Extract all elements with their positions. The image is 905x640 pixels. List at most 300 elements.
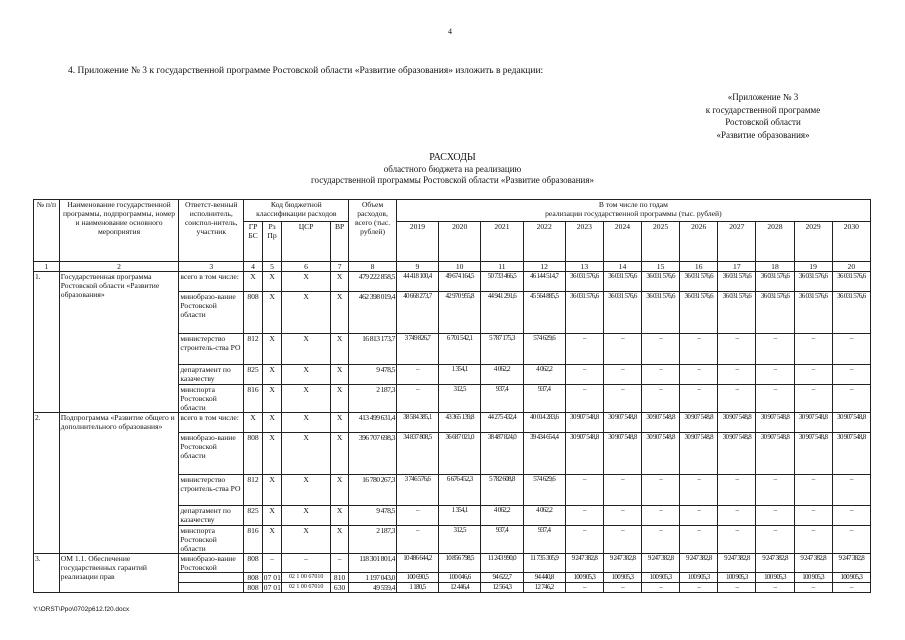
- executor-cell: минобразо-вание Ростовской области: [179, 433, 244, 475]
- rzpr-cell: X: [262, 506, 282, 526]
- executor-cell: минспорта Ростовской области: [179, 526, 244, 554]
- year-value-cell: 40 014 283,6: [523, 413, 565, 433]
- rzpr-cell: –: [262, 554, 282, 573]
- csr-cell: X: [282, 385, 330, 413]
- column-number: 20: [832, 262, 870, 272]
- grbs-cell: 808: [244, 573, 263, 583]
- csr-cell: X: [282, 433, 330, 475]
- year-value-cell: –: [794, 583, 832, 593]
- column-number: 12: [523, 262, 565, 272]
- year-value-cell: 30 907 548,8: [794, 433, 832, 475]
- header-years-line: реализации государственной программы (тыс. рублей): [545, 209, 722, 218]
- header-year: 2021: [481, 222, 523, 262]
- year-value-cell: 574 629,6: [523, 334, 565, 365]
- year-value-cell: –: [794, 526, 832, 554]
- year-value-cell: –: [756, 475, 794, 506]
- year-value-cell: –: [718, 475, 756, 506]
- year-value-cell: –: [680, 385, 718, 413]
- year-value-cell: –: [565, 583, 603, 593]
- year-value-cell: –: [565, 365, 603, 385]
- table-row: [34, 413, 871, 433]
- year-value-cell: –: [642, 506, 680, 526]
- year-value-cell: 9 247 382,8: [718, 554, 756, 573]
- column-number: 8: [349, 262, 396, 272]
- vr-cell: X: [330, 413, 349, 433]
- year-value-cell: 30 907 548,8: [603, 433, 641, 475]
- header-code-group: Код бюджетной классификации расходов: [244, 200, 349, 222]
- year-value-cell: 30 907 548,8: [832, 433, 870, 475]
- volume-cell: 16 813 173,7: [349, 334, 396, 365]
- year-value-cell: 4 062,2: [481, 506, 523, 526]
- rzpr-cell: X: [262, 272, 282, 292]
- rzpr-cell: X: [262, 334, 282, 365]
- appendix-line: к государственной программе: [705, 104, 821, 115]
- year-value-cell: 312,5: [439, 526, 481, 554]
- year-value-cell: –: [756, 506, 794, 526]
- header-year: 2020: [439, 222, 481, 262]
- year-value-cell: 36 031 576,6: [718, 272, 756, 292]
- year-value-cell: –: [642, 526, 680, 554]
- volume-cell: 118 301 801,4: [349, 554, 396, 573]
- year-value-cell: –: [832, 334, 870, 365]
- year-value-cell: –: [642, 334, 680, 365]
- year-value-cell: 38 584 385,1: [396, 413, 438, 433]
- header-rzpr: Рз Пр: [262, 222, 282, 262]
- expenses-table: [33, 199, 871, 593]
- header-year: 2022: [523, 222, 565, 262]
- year-value-cell: 30 907 548,8: [756, 413, 794, 433]
- vr-cell: X: [330, 365, 349, 385]
- year-value-cell: 30 907 548,8: [565, 413, 603, 433]
- year-value-cell: 44 418 100,4: [396, 272, 438, 292]
- year-value-cell: 36 031 576,6: [642, 272, 680, 292]
- column-number: 19: [794, 262, 832, 272]
- column-number: 3: [179, 262, 244, 272]
- volume-cell: 1 197 043,0: [349, 573, 396, 583]
- csr-cell: 02 1 00 67010: [282, 573, 330, 583]
- year-value-cell: 30 907 548,8: [642, 413, 680, 433]
- year-value-cell: –: [718, 385, 756, 413]
- executor-cell: минспорта Ростовской области: [179, 385, 244, 413]
- vr-cell: X: [330, 272, 349, 292]
- grbs-cell: 812: [244, 334, 263, 365]
- year-value-cell: 30 907 548,8: [565, 433, 603, 475]
- year-value-cell: –: [832, 475, 870, 506]
- year-value-cell: 5 787 175,3: [481, 334, 523, 365]
- rzpr-cell: X: [262, 413, 282, 433]
- year-value-cell: –: [565, 334, 603, 365]
- rzpr-cell: X: [262, 433, 282, 475]
- vr-cell: X: [330, 526, 349, 554]
- header-year: 2028: [756, 222, 794, 262]
- year-value-cell: 36 031 576,6: [642, 292, 680, 334]
- year-value-cell: 36 031 576,6: [680, 272, 718, 292]
- year-value-cell: 36 687 021,0: [439, 433, 481, 475]
- column-number: 11: [481, 262, 523, 272]
- column-number: 13: [565, 262, 603, 272]
- year-value-cell: 100 905,3: [603, 573, 641, 583]
- year-value-cell: 10 486 644,2: [396, 554, 438, 573]
- year-value-cell: 12 446,4: [439, 583, 481, 593]
- year-value-cell: 94 622,7: [481, 573, 523, 583]
- year-value-cell: –: [680, 334, 718, 365]
- volume-cell: 479 222 858,5: [349, 272, 396, 292]
- grbs-cell: 808: [244, 433, 263, 475]
- year-value-cell: 574 629,6: [523, 475, 565, 506]
- grbs-cell: 808: [244, 583, 263, 593]
- executor-cell: минобразо-вание Ростовской области: [179, 292, 244, 334]
- csr-cell: X: [282, 475, 330, 506]
- vr-cell: X: [330, 292, 349, 334]
- year-value-cell: –: [794, 365, 832, 385]
- year-value-cell: 100 905,3: [832, 573, 870, 583]
- year-value-cell: 937,4: [481, 385, 523, 413]
- year-value-cell: –: [642, 583, 680, 593]
- vr-cell: 630: [330, 583, 349, 593]
- header-executor: Ответст-венный исполнитель, соиспол-нитель, участник: [179, 200, 244, 262]
- year-value-cell: 100 046,6: [439, 573, 481, 583]
- year-value-cell: 4 062,2: [523, 365, 565, 385]
- column-number: 17: [718, 262, 756, 272]
- title-line: областного бюджета на реализацию: [383, 163, 522, 174]
- header-year: 2030: [832, 222, 870, 262]
- grbs-cell: 812: [244, 475, 263, 506]
- year-value-cell: 34 837 808,5: [396, 433, 438, 475]
- volume-cell: 9 478,5: [349, 506, 396, 526]
- executor-cell: министерство строитель-ства РО: [179, 334, 244, 365]
- year-value-cell: –: [642, 365, 680, 385]
- year-value-cell: 46 144 514,7: [523, 272, 565, 292]
- year-value-cell: 36 031 576,6: [603, 292, 641, 334]
- year-value-cell: 9 247 382,8: [756, 554, 794, 573]
- column-number: 2: [59, 262, 179, 272]
- page-number: 4: [448, 27, 452, 36]
- year-value-cell: 9 247 382,8: [565, 554, 603, 573]
- grbs-cell: 825: [244, 365, 263, 385]
- year-value-cell: 36 031 576,6: [756, 272, 794, 292]
- year-value-cell: –: [603, 526, 641, 554]
- year-value-cell: 1 354,1: [439, 365, 481, 385]
- header-years-line: В том числе по годам: [598, 200, 668, 209]
- vr-cell: 810: [330, 573, 349, 583]
- year-value-cell: 11 735 305,9: [523, 554, 565, 573]
- rzpr-cell: 07 01: [263, 573, 281, 582]
- csr-cell: X: [282, 506, 330, 526]
- year-value-cell: –: [680, 526, 718, 554]
- volume-cell: 16 780 267,3: [349, 475, 396, 506]
- year-value-cell: 30 907 548,8: [680, 413, 718, 433]
- year-value-cell: –: [794, 385, 832, 413]
- program-name: ОМ 1.1. Обеспечение государственных гарантий реализации прав: [59, 554, 179, 593]
- year-value-cell: 100 905,3: [642, 573, 680, 583]
- year-value-cell: 30 907 548,8: [603, 413, 641, 433]
- year-value-cell: 9 247 382,8: [680, 554, 718, 573]
- year-value-cell: 50 733 466,5: [481, 272, 523, 292]
- grbs-cell: X: [244, 272, 263, 292]
- year-value-cell: 12 564,3: [481, 583, 523, 593]
- title-line: государственной программы Ростовской области «Развитие образования»: [311, 175, 594, 185]
- executor-cell: [179, 583, 244, 593]
- year-value-cell: –: [832, 583, 870, 593]
- year-value-cell: –: [396, 506, 438, 526]
- year-value-cell: –: [718, 334, 756, 365]
- year-value-cell: –: [680, 475, 718, 506]
- year-value-cell: 3 746 576,6: [396, 475, 438, 506]
- grbs-cell: 808: [244, 554, 263, 573]
- header-year: 2029: [794, 222, 832, 262]
- year-value-cell: –: [832, 365, 870, 385]
- intro-paragraph: 4. Приложение № 3 к государственной программе Ростовской области «Развитие образования» изложить в редакции:: [68, 66, 544, 76]
- year-value-cell: 94 440,8: [523, 573, 565, 583]
- vr-cell: X: [330, 385, 349, 413]
- year-value-cell: 4 062,2: [523, 506, 565, 526]
- csr-cell: X: [282, 272, 330, 292]
- year-value-cell: –: [603, 583, 641, 593]
- appendix-line: «Развитие образования»: [716, 129, 810, 140]
- year-value-cell: 9 247 382,8: [794, 554, 832, 573]
- year-value-cell: –: [603, 385, 641, 413]
- year-value-cell: –: [642, 475, 680, 506]
- year-value-cell: 36 031 576,6: [680, 292, 718, 334]
- year-value-cell: 30 907 548,8: [680, 433, 718, 475]
- year-value-cell: 30 907 548,8: [718, 433, 756, 475]
- year-value-cell: 100 905,3: [794, 573, 832, 583]
- volume-cell: 396 707 698,3: [349, 433, 396, 475]
- year-value-cell: –: [396, 526, 438, 554]
- header-year: 2023: [565, 222, 603, 262]
- grbs-cell: 825: [244, 506, 263, 526]
- row-number: 2.: [34, 413, 60, 554]
- year-value-cell: 4 062,2: [481, 365, 523, 385]
- year-value-cell: –: [680, 583, 718, 593]
- volume-cell: 462 398 019,4: [349, 292, 396, 334]
- year-value-cell: –: [832, 385, 870, 413]
- year-value-cell: 1 180,5: [396, 583, 438, 593]
- year-value-cell: 3 749 826,7: [396, 334, 438, 365]
- year-value-cell: 100 905,3: [565, 573, 603, 583]
- column-number: 15: [642, 262, 680, 272]
- year-value-cell: –: [680, 506, 718, 526]
- year-value-cell: 6 701 542,1: [439, 334, 481, 365]
- year-value-cell: –: [603, 475, 641, 506]
- volume-cell: 2 187,3: [349, 526, 396, 554]
- column-number: 1: [34, 262, 60, 272]
- row-number: 3.: [34, 554, 60, 593]
- year-value-cell: 30 907 548,8: [832, 413, 870, 433]
- year-value-cell: 312,5: [439, 385, 481, 413]
- rzpr-cell: X: [262, 526, 282, 554]
- file-path: Y:\ORST\Ppo\0702p612.f20.docx: [33, 606, 130, 613]
- header-csr: ЦСР: [282, 222, 330, 262]
- column-number: 7: [330, 262, 349, 272]
- executor-cell: департамент по казачеству: [179, 506, 244, 526]
- vr-cell: X: [330, 506, 349, 526]
- csr-cell: X: [282, 526, 330, 554]
- csr-cell: X: [282, 413, 330, 433]
- year-value-cell: 100 690,5: [396, 573, 438, 583]
- header-year: 2026: [680, 222, 718, 262]
- vr-cell: X: [330, 334, 349, 365]
- header-year: 2027: [718, 222, 756, 262]
- header-vr: ВР: [330, 222, 349, 262]
- appendix-line: «Приложение № 3: [727, 92, 799, 102]
- year-value-cell: 9 247 382,8: [832, 554, 870, 573]
- year-value-cell: 10 856 798,5: [439, 554, 481, 573]
- year-value-cell: –: [794, 475, 832, 506]
- year-value-cell: –: [396, 365, 438, 385]
- year-value-cell: –: [756, 385, 794, 413]
- year-value-cell: 5 782 608,8: [481, 475, 523, 506]
- year-value-cell: 9 247 382,8: [642, 554, 680, 573]
- year-value-cell: 40 668 273,7: [396, 292, 438, 334]
- grbs-cell: 816: [244, 526, 263, 554]
- year-value-cell: 100 905,3: [756, 573, 794, 583]
- column-number: 16: [680, 262, 718, 272]
- year-value-cell: –: [756, 526, 794, 554]
- year-value-cell: 36 031 576,6: [794, 292, 832, 334]
- year-value-cell: 100 905,3: [680, 573, 718, 583]
- year-value-cell: –: [832, 506, 870, 526]
- year-value-cell: 12 746,2: [523, 583, 565, 593]
- year-value-cell: 30 907 548,8: [756, 433, 794, 475]
- year-value-cell: 30 907 548,8: [794, 413, 832, 433]
- header-year: 2024: [603, 222, 641, 262]
- header-name: Наименование государственной программы, подпрограммы, номер и наименование основного мероприятия: [59, 200, 179, 262]
- volume-cell: 49 559,4: [349, 583, 396, 593]
- year-value-cell: –: [396, 385, 438, 413]
- column-number: 9: [396, 262, 438, 272]
- volume-cell: 9 478,5: [349, 365, 396, 385]
- column-number: 6: [282, 262, 330, 272]
- grbs-cell: X: [244, 413, 263, 433]
- column-number: 18: [756, 262, 794, 272]
- year-value-cell: 30 907 548,8: [718, 413, 756, 433]
- volume-cell: 2 187,3: [349, 385, 396, 413]
- year-value-cell: 937,4: [523, 526, 565, 554]
- year-value-cell: 6 676 452,3: [439, 475, 481, 506]
- rzpr-cell: X: [262, 385, 282, 413]
- year-value-cell: –: [565, 385, 603, 413]
- table-row: [34, 554, 871, 573]
- year-value-cell: –: [565, 475, 603, 506]
- year-value-cell: –: [718, 365, 756, 385]
- header-volume: Объем расходов, всего (тыс. рублей): [349, 200, 396, 262]
- year-value-cell: 11 243 990,0: [481, 554, 523, 573]
- rzpr-cell: X: [262, 365, 282, 385]
- year-value-cell: 36 031 576,6: [832, 292, 870, 334]
- executor-cell: всего в том числе:: [179, 272, 244, 292]
- year-value-cell: 44 275 432,4: [481, 413, 523, 433]
- header-years-group: [396, 200, 870, 222]
- year-value-cell: 30 907 548,8: [642, 433, 680, 475]
- year-value-cell: 36 031 576,6: [832, 272, 870, 292]
- year-value-cell: –: [832, 526, 870, 554]
- executor-cell: всего в том числе:: [179, 413, 244, 433]
- vr-cell: X: [330, 433, 349, 475]
- year-value-cell: –: [756, 365, 794, 385]
- year-value-cell: 38 487 824,0: [481, 433, 523, 475]
- executor-cell: министерство строитель-ства РО: [179, 475, 244, 506]
- executor-cell: минобразо-вание Ростовской: [179, 554, 244, 573]
- column-number: 5: [262, 262, 282, 272]
- year-value-cell: –: [603, 334, 641, 365]
- year-value-cell: –: [718, 526, 756, 554]
- program-name: Государственная программа Ростовской области «Развитие образования»: [59, 272, 179, 413]
- year-value-cell: –: [565, 506, 603, 526]
- year-value-cell: –: [642, 385, 680, 413]
- csr-cell: X: [282, 365, 330, 385]
- program-name: Подпрограмма «Развитие общего и дополнительного образования»: [59, 413, 179, 554]
- year-value-cell: –: [603, 365, 641, 385]
- year-value-cell: –: [756, 334, 794, 365]
- year-value-cell: –: [756, 583, 794, 593]
- header-year: 2025: [642, 222, 680, 262]
- table-row: [34, 272, 871, 292]
- year-value-cell: 36 031 576,6: [565, 292, 603, 334]
- year-value-cell: –: [603, 506, 641, 526]
- document-title: [0, 152, 905, 187]
- row-number: 1.: [34, 272, 60, 413]
- year-value-cell: 36 031 576,6: [565, 272, 603, 292]
- grbs-cell: 808: [244, 292, 263, 334]
- year-value-cell: –: [718, 583, 756, 593]
- year-value-cell: 36 031 576,6: [756, 292, 794, 334]
- csr-cell: 02 1 00 67010: [282, 583, 330, 593]
- csr-cell: X: [282, 334, 330, 365]
- year-value-cell: 937,4: [481, 526, 523, 554]
- rzpr-cell: X: [262, 475, 282, 506]
- year-value-cell: 9 247 382,8: [603, 554, 641, 573]
- column-number: 10: [439, 262, 481, 272]
- csr-cell: X: [282, 292, 330, 334]
- year-value-cell: 36 031 576,6: [718, 292, 756, 334]
- year-value-cell: 36 031 576,6: [794, 272, 832, 292]
- year-value-cell: –: [794, 334, 832, 365]
- year-value-cell: 1 354,1: [439, 506, 481, 526]
- year-value-cell: 39 434 654,4: [523, 433, 565, 475]
- vr-cell: –: [330, 554, 349, 573]
- vr-cell: X: [330, 475, 349, 506]
- year-value-cell: –: [565, 526, 603, 554]
- header-grbs: ГР БС: [244, 222, 263, 262]
- rzpr-cell: X: [262, 292, 282, 334]
- title-heading: РАСХОДЫ: [429, 152, 476, 163]
- executor-cell: департамент по казачеству: [179, 365, 244, 385]
- year-value-cell: 45 564 885,5: [523, 292, 565, 334]
- appendix-line: Ростовской области: [725, 117, 801, 127]
- year-value-cell: –: [680, 365, 718, 385]
- column-number: 4: [244, 262, 263, 272]
- year-value-cell: 42 970 955,8: [439, 292, 481, 334]
- year-value-cell: –: [718, 506, 756, 526]
- volume-cell: 413 499 631,4: [349, 413, 396, 433]
- year-value-cell: 49 674 164,5: [439, 272, 481, 292]
- executor-cell: [179, 573, 244, 583]
- year-value-cell: –: [794, 506, 832, 526]
- rzpr-cell: 07 01: [263, 583, 281, 592]
- csr-cell: –: [282, 554, 330, 573]
- year-value-cell: 36 031 576,6: [603, 272, 641, 292]
- appendix-heading: [683, 91, 843, 141]
- year-value-cell: 100 905,3: [718, 573, 756, 583]
- year-value-cell: 43 365 139,8: [439, 413, 481, 433]
- year-value-cell: 44 941 291,6: [481, 292, 523, 334]
- year-value-cell: 937,4: [523, 385, 565, 413]
- column-number: 14: [603, 262, 641, 272]
- header-year: 2019: [396, 222, 438, 262]
- grbs-cell: 816: [244, 385, 263, 413]
- header-num: № п/п: [34, 200, 60, 262]
